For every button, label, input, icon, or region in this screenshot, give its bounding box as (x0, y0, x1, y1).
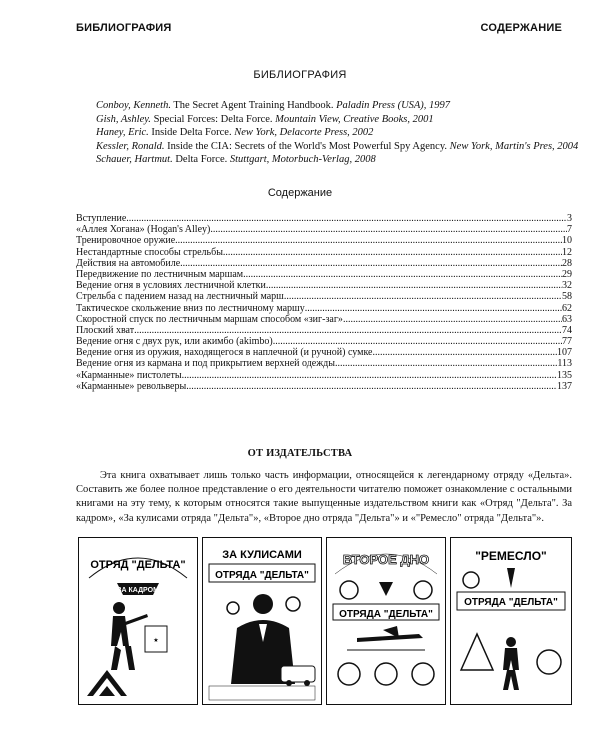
toc-item[interactable]: Ведение огня из оружия, находящегося в наплечной (и ручной) сумке ..... 107 (76, 347, 572, 358)
toc-item[interactable]: Ведение огня в условиях лестничной клетки ..... 32 (76, 280, 572, 291)
cover-1-art (79, 538, 197, 704)
svg-text:★: ★ (153, 638, 159, 644)
toc-item[interactable]: Передвижение по лестничным маршам ..... 29 (76, 269, 572, 280)
bibliography-title: БИБЛИОГРАФИЯ (253, 69, 347, 81)
publisher-text: Эта книга охватывает лишь только часть информации, относящейся к легендарному отряду «Дельта». Составить же более полное представление о его деятельности читателю поможет ознакомление с остальными книгами на эту тему, к которым относятся такие выпущенные издательством книги как «Отряд "Дельта". За кадром», «За кулисами отряда "Дельта"», «Второе дно отряда "Дельта"» и «"Ремесло" отряда "Дельта"». (76, 470, 572, 524)
toc-item[interactable]: Тактическое скольжение вниз по лестничному маршу ..... 62 (76, 303, 572, 314)
toc-item[interactable]: Действия на автомобиле ..... 28 (76, 258, 572, 269)
toc-item[interactable]: Стрельба с падением назад на лестничный марш ..... 58 (76, 291, 572, 302)
cover-2-art (203, 538, 321, 704)
book-cover-2[interactable] (202, 537, 322, 705)
svg-text:ЗА КУЛИСАМИ: ЗА КУЛИСАМИ (222, 549, 302, 561)
toc-item[interactable]: Тренировочное оружие ..... 10 (76, 235, 572, 246)
toc-item[interactable]: Скоростной спуск по лестничным маршам способом «зиг-заг» ..... 63 (76, 314, 572, 325)
toc-item[interactable]: Ведение огня с двух рук, или акимбо (akimbo) ..... 77 (76, 336, 572, 347)
svg-text:ОТРЯДА "ДЕЛЬТА": ОТРЯДА "ДЕЛЬТА" (215, 570, 309, 581)
cover-4-art (451, 538, 571, 704)
toc-item[interactable]: Нестандартные способы стрельбы ..... 12 (76, 247, 572, 258)
book-cover-4[interactable] (450, 537, 572, 705)
svg-text:ВТОРОЕ ДНО: ВТОРОЕ ДНО (342, 552, 430, 567)
book-cover-1[interactable] (78, 537, 198, 705)
header-left: БИБЛИОГРАФИЯ (76, 22, 172, 34)
bibliography-entry: Gish, Ashley. Special Forces: Delta Force. Mountain View, Creative Books, 2001 (96, 113, 434, 125)
svg-text:ОТРЯД "ДЕЛЬТА": ОТРЯД "ДЕЛЬТА" (90, 559, 186, 571)
toc-item[interactable]: Ведение огня из кармана и под прикрытием верхней одежды ..... 113 (76, 358, 572, 369)
table-of-contents (76, 213, 572, 392)
contents-title: Содержание (267, 187, 333, 199)
svg-text:ОТРЯДА "ДЕЛЬТА": ОТРЯДА "ДЕЛЬТА" (339, 609, 433, 620)
header-right: СОДЕРЖАНИЕ (480, 22, 562, 34)
toc-item[interactable]: Вступление ..... 3 (76, 213, 572, 224)
toc-item[interactable]: «Аллея Хогана» (Hogan's Alley) ..... 7 (76, 224, 572, 235)
page-header (76, 22, 562, 38)
toc-item[interactable]: Плоский хват ..... 74 (76, 325, 572, 336)
toc-item[interactable]: «Карманные» револьверы ..... 137 (76, 381, 572, 392)
svg-text:"РЕМЕСЛО": "РЕМЕСЛО" (475, 549, 547, 563)
svg-text:ЗА КАДРОМ: ЗА КАДРОМ (117, 587, 159, 594)
bibliography-entry: Conboy, Kenneth. The Secret Agent Training Handbook. Paladin Press (USA), 1997 (96, 100, 451, 111)
cover-3-art (327, 538, 445, 704)
publisher-title: ОТ ИЗДАТЕЛЬСТВА (247, 448, 353, 459)
bibliography-entry: Kessler, Ronald. Inside the CIA: Secrets of the World's Most Powerful Spy Agency. New York, Martin's Pres, 2004 (96, 140, 579, 152)
svg-text:ОТРЯДА "ДЕЛЬТА": ОТРЯДА "ДЕЛЬТА" (464, 597, 558, 608)
book-covers (78, 537, 572, 705)
bibliography-entry: Schauer, Hartmut. Delta Force. Stuttgart, Motorbuch-Verlag, 2008 (96, 154, 376, 166)
toc-item[interactable]: «Карманные» пистолеты ..... 135 (76, 370, 572, 381)
book-cover-3[interactable] (326, 537, 446, 705)
bibliography-list (96, 99, 579, 167)
bibliography-entry: Haney, Eric. Inside Delta Force. New York, Delacorte Press, 2002 (96, 127, 374, 139)
